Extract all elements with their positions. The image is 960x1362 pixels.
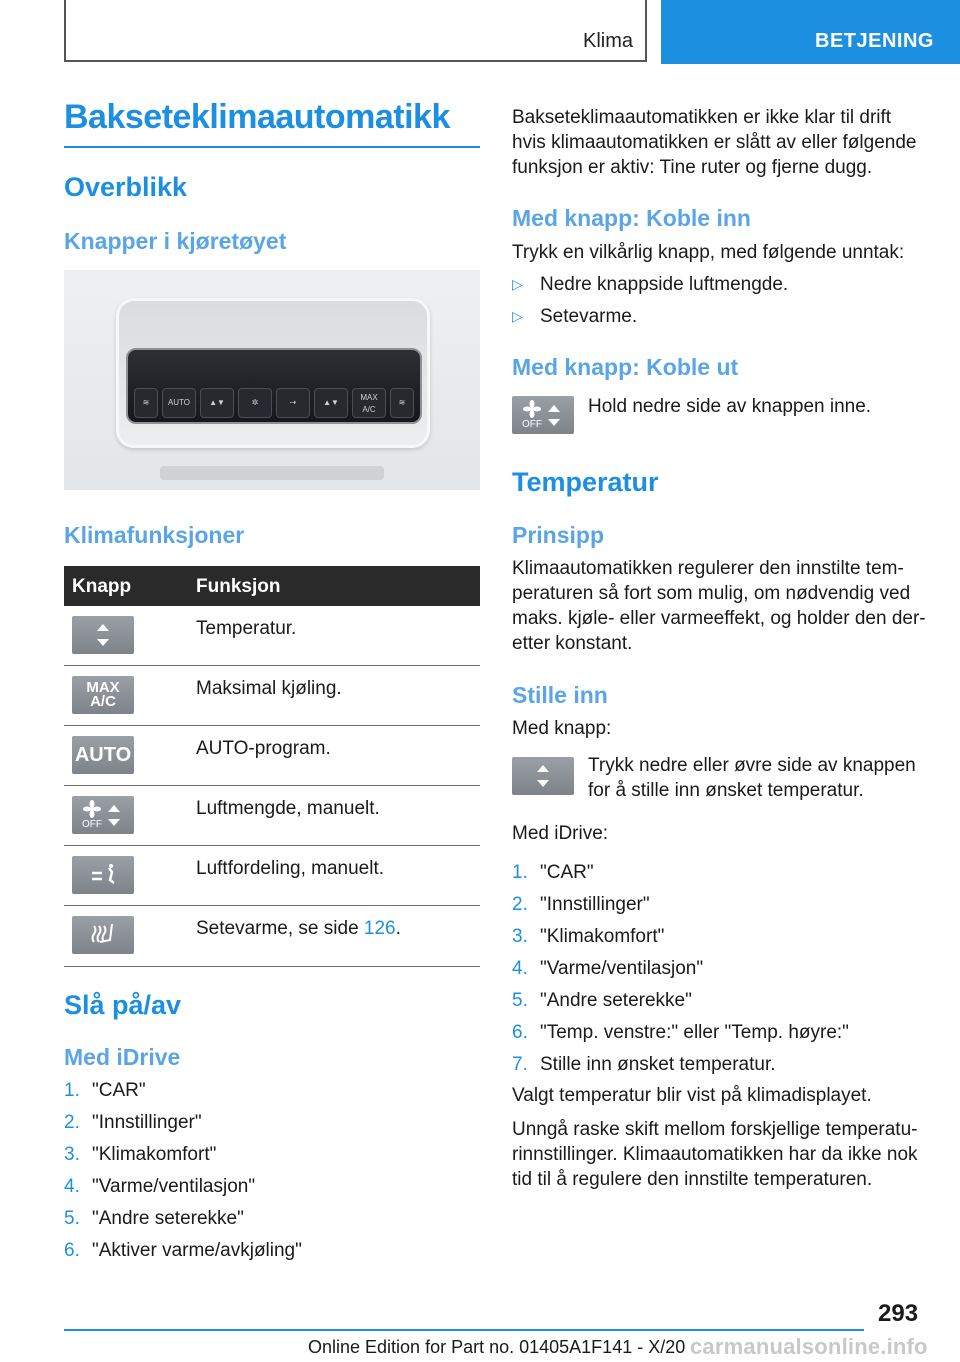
- photo-max-ac-button: MAX A/C: [352, 388, 386, 418]
- control-panel: [126, 348, 422, 424]
- heading-principle: Prinsipp: [512, 522, 605, 548]
- avoid-line-1: Unngå raske skift mellom forskjellige temperatu-: [512, 1119, 918, 1140]
- step-text: "Innstillinger": [92, 1112, 202, 1133]
- temperature-arrows-icon: [72, 616, 134, 654]
- button-on-text: Trykk en vilkårlig knapp, med følgende unntak:: [512, 242, 905, 263]
- step-number: 4.: [64, 1176, 80, 1197]
- auto-icon: [72, 736, 134, 774]
- step-number: 1.: [512, 862, 528, 883]
- table-row: [64, 606, 480, 666]
- function-text: AUTO-program.: [196, 738, 331, 759]
- function-text: Maksimal kjøling.: [196, 678, 342, 699]
- table-header: [64, 566, 480, 606]
- list-item: [64, 1142, 302, 1174]
- list-item: [512, 956, 849, 988]
- step-number: 4.: [512, 958, 528, 979]
- fan-off-arrows-icon: [512, 396, 574, 434]
- table-row: [64, 906, 480, 967]
- step-text: "Varme/ventilasjon": [540, 958, 704, 979]
- step-text: "Klimakomfort": [92, 1144, 217, 1165]
- function-text: Luftfordeling, manuelt.: [196, 858, 385, 879]
- step-text: "Varme/ventilasjon": [92, 1176, 256, 1197]
- fan-off-label: OFF: [82, 819, 102, 830]
- title-divider: [64, 146, 480, 148]
- header-section-label: Klima: [582, 30, 633, 52]
- seat-heating-text: Setevarme, se side: [196, 918, 364, 939]
- footer-divider: [64, 1329, 864, 1331]
- watermark: carmanualsonline.info: [690, 1334, 928, 1359]
- step-text: "Temp. venstre:" eller "Temp. høyre:": [540, 1022, 849, 1043]
- button-off-text: Hold nedre side av knappen inne.: [588, 396, 872, 417]
- list-item: [64, 1078, 302, 1110]
- auto-icon-label: AUTO: [74, 744, 132, 766]
- step-number: 1.: [64, 1080, 80, 1101]
- heading-temperature: Temperatur: [512, 467, 659, 497]
- photo-air-distribution-icon: ⇢: [276, 388, 310, 418]
- header-chapter-label: BETJENING: [815, 30, 934, 52]
- set-button-line-2: for å stille inn ønsket temperatur.: [588, 780, 864, 801]
- table-row: [64, 726, 480, 786]
- intro-line-1: Bakseteklimaautomatikken er ikke klar til drift: [512, 107, 892, 128]
- panel-slot: [160, 466, 384, 480]
- page-link-126[interactable]: 126: [363, 918, 396, 939]
- step-text: "Andre seterekke": [540, 990, 692, 1011]
- seat-heating-icon: [72, 916, 134, 954]
- step-number: 7.: [512, 1054, 528, 1075]
- function-text: Luftmengde, manuelt.: [196, 798, 380, 819]
- list-item: [512, 1052, 849, 1084]
- list-item: [64, 1238, 302, 1270]
- triangle-bullet-icon: ▷: [512, 308, 523, 324]
- photo-seat-heat-left-icon: ≋: [134, 388, 158, 418]
- rear-climate-panel-photo: [64, 270, 480, 490]
- page-title: Bakseteklimaautomatikk: [64, 98, 450, 136]
- fan-off-label: OFF: [522, 419, 542, 430]
- exception-text: Nedre knappside luftmengde.: [540, 274, 789, 295]
- step-text: "CAR": [92, 1080, 146, 1101]
- air-distribution-icon: [72, 856, 134, 894]
- step-text: "Klimakomfort": [540, 926, 665, 947]
- step-number: 6.: [512, 1022, 528, 1043]
- max-ac-icon-label: MAX A/C: [86, 679, 120, 710]
- heading-climate-functions: Klimafunksjoner: [64, 522, 245, 548]
- step-number: 3.: [512, 926, 528, 947]
- list-item: [512, 924, 849, 956]
- step-number: 5.: [512, 990, 528, 1011]
- step-text: Stille inn ønsket temperatur.: [540, 1054, 776, 1075]
- header-chapter-tab[interactable]: [661, 0, 960, 64]
- with-idrive-label: Med iDrive:: [512, 823, 609, 844]
- step-number: 6.: [64, 1240, 80, 1261]
- heading-button-off: Med knapp: Koble ut: [512, 354, 739, 380]
- principle-line-4: etter konstant.: [512, 633, 633, 654]
- step-number: 5.: [64, 1208, 80, 1229]
- intro-line-2: hvis klimaautomatikken er slått av eller følgende: [512, 132, 917, 153]
- function-text: Temperatur.: [196, 618, 297, 639]
- table-header-button: Knapp: [72, 576, 132, 597]
- intro-line-3: funksjon er aktiv: Tine ruter og fjerne dugg.: [512, 157, 873, 178]
- principle-line-2: peraturen så fort som mulig, om nødvendig ved: [512, 583, 911, 604]
- exception-text: Setevarme.: [540, 306, 638, 327]
- avoid-line-2: rinnstillinger. Klimaautomatikken har da ikke nok: [512, 1144, 918, 1165]
- table-row: [64, 846, 480, 906]
- step-number: 2.: [64, 1112, 80, 1133]
- fan-off-arrows-icon: [72, 796, 134, 834]
- photo-auto-button: AUTO: [162, 388, 196, 418]
- function-text: [196, 918, 401, 940]
- result-text: Valgt temperatur blir vist på klimadisplayet.: [512, 1085, 872, 1106]
- list-item: [512, 860, 849, 892]
- set-button-line-1: Trykk nedre eller øvre side av knappen: [588, 755, 916, 776]
- list-item: [512, 272, 788, 304]
- edition-text: Online Edition for Part no. 01405A1F141 - X/20: [308, 1337, 686, 1357]
- table-row: [64, 786, 480, 846]
- exceptions-list: [512, 272, 788, 336]
- list-item: [512, 304, 788, 336]
- principle-line-1: Klimaautomatikken regulerer den innstilte tem-: [512, 558, 904, 579]
- step-text: "Aktiver varme/avkjøling": [92, 1240, 302, 1261]
- step-number: 2.: [512, 894, 528, 915]
- list-item: [64, 1174, 302, 1206]
- table-row: [64, 666, 480, 726]
- step-text: "CAR": [540, 862, 594, 883]
- heading-button-on: Med knapp: Koble inn: [512, 205, 751, 231]
- heading-overview: Overblikk: [64, 172, 188, 202]
- avoid-line-3: tid til å regulere den innstilte temperaturen.: [512, 1169, 873, 1190]
- temperature-steps-list: [512, 860, 849, 1084]
- heading-on-off: Slå på/av: [64, 990, 182, 1020]
- list-item: [64, 1110, 302, 1142]
- photo-temp-right-icon: ▲▼: [314, 388, 348, 418]
- climate-functions-table: [64, 566, 480, 967]
- list-item: [512, 1020, 849, 1052]
- list-item: [512, 892, 849, 924]
- page-number: 293: [878, 1300, 919, 1327]
- photo-fan-icon: ✲: [238, 388, 272, 418]
- with-button-label: Med knapp:: [512, 718, 612, 739]
- triangle-bullet-icon: ▷: [512, 276, 523, 292]
- temperature-arrows-icon: [512, 757, 574, 795]
- max-ac-icon: [72, 676, 134, 714]
- step-number: 3.: [64, 1144, 80, 1165]
- idrive-steps-list: [64, 1078, 302, 1270]
- step-text: "Innstillinger": [540, 894, 650, 915]
- photo-seat-heat-right-icon: ≋: [390, 388, 414, 418]
- seat-heating-text-end: .: [395, 918, 401, 939]
- heading-set: Stille inn: [512, 682, 608, 708]
- principle-line-3: maks. kjøle- eller varmeeffekt, og holder den der-: [512, 608, 926, 629]
- list-item: [512, 988, 849, 1020]
- list-item: [64, 1206, 302, 1238]
- step-text: "Andre seterekke": [92, 1208, 244, 1229]
- heading-buttons-in-vehicle: Knapper i kjøretøyet: [64, 228, 287, 254]
- table-header-function: Funksjon: [196, 576, 281, 597]
- heading-with-idrive: Med iDrive: [64, 1044, 181, 1070]
- header-section-box: [64, 0, 647, 62]
- photo-temp-left-icon: ▲▼: [200, 388, 234, 418]
